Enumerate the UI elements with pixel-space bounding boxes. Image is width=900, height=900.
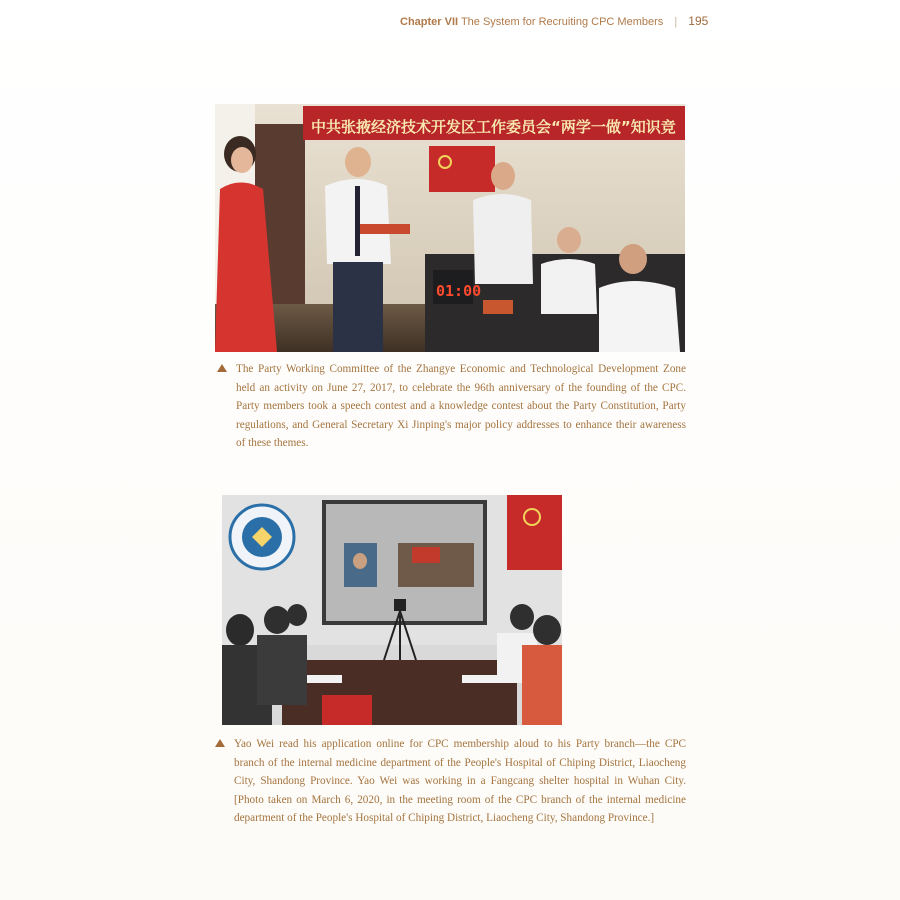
- chapter-title: The System for Recruiting CPC Members: [460, 16, 664, 28]
- caption-triangle-icon: [217, 364, 227, 372]
- photo-meeting-drawing: [222, 495, 562, 725]
- header-separator: |: [674, 16, 678, 28]
- scoreboard-text: 01:00: [436, 282, 482, 300]
- page-number: 195: [688, 14, 709, 28]
- party-flag: [429, 146, 495, 192]
- running-head: [400, 14, 709, 28]
- photo-contest-drawing: [215, 104, 685, 352]
- photo-contest-event: [215, 104, 685, 352]
- caption2-text: Yao Wei read his application online for CPC membership aloud to his Party branch—the CPC branch of the internal medicine department of the People's Hospital of Chiping District, Liaocheng City, Shandong Province. Yao Wei was working in a Fangcang shelter hospital in Wuhan City. [Photo taken on March 6, 2020, in the meeting room of the CPC branch of the internal medicine department of the People's Hospital of Chiping District, Liaocheng City, Shandong Province.]: [234, 738, 686, 825]
- caption-photo1: [236, 360, 686, 453]
- banner-text: 中共张掖经济技术开发区工作委员会“两学一做”知识竞: [311, 118, 676, 136]
- caption-photo2: [234, 735, 686, 828]
- caption1-text: The Party Working Committee of the Zhangye Economic and Technological Development Zone held an activity on June 27, 2017, to celebrate the 96th anniversary of the founding of the CPC. Party members took a speech contest and a knowledge contest about the Party Constitution, Party regulations, and General Secretary Xi Jinping's major policy addresses to enhance their awareness of these themes.: [236, 363, 686, 450]
- party-flag-2: [507, 495, 562, 570]
- photo-online-meeting: [222, 495, 562, 725]
- caption-triangle-icon: [215, 739, 225, 747]
- chapter-label: Chapter VII: [400, 16, 459, 28]
